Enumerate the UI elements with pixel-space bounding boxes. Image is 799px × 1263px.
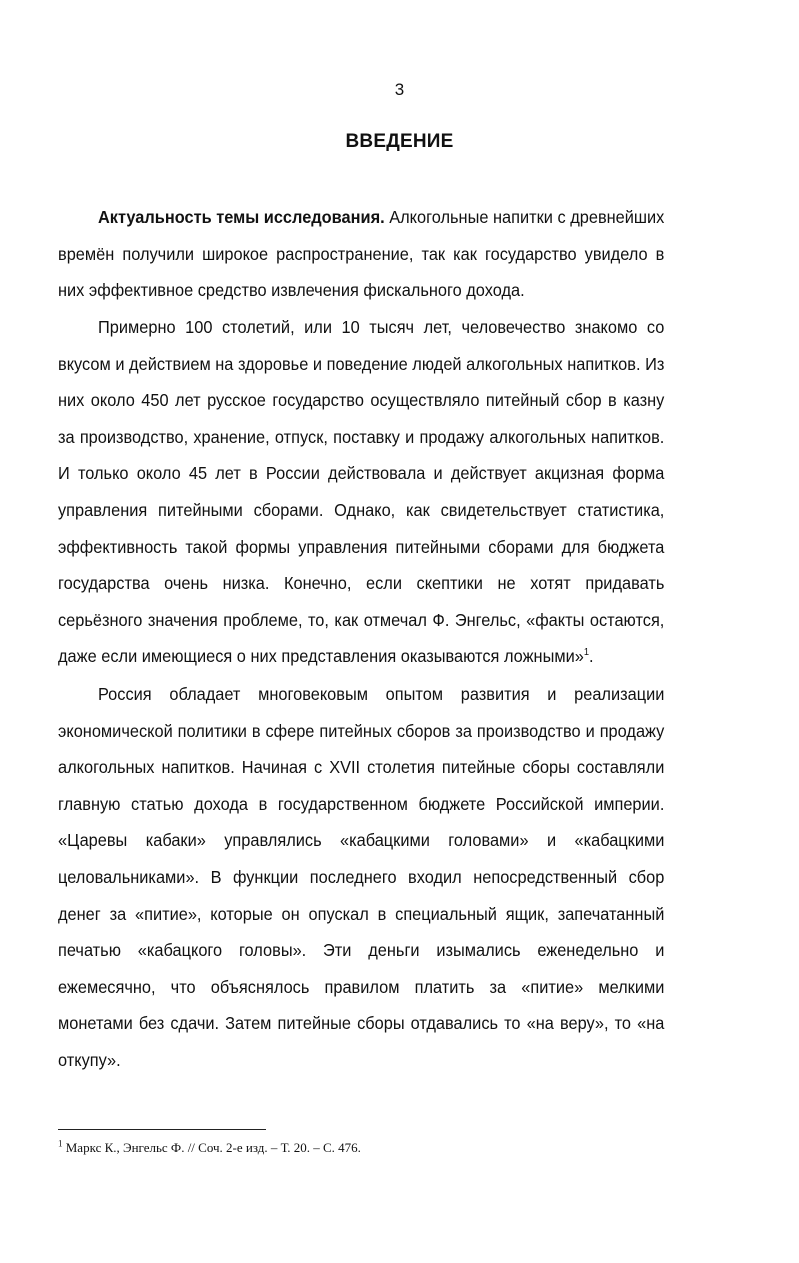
paragraph-text: Алкогольные напитки с древнейших времён получили широкое распространение, так как государство увидело в них эффективное средство извлечения фискального дохода.: [58, 207, 665, 301]
paragraph-3: [58, 676, 664, 1079]
footnote: [58, 1140, 361, 1156]
footnote-text: Маркс К., Энгельс Ф. // Соч. 2-е изд. – Т. 20. – С. 476.: [62, 1140, 361, 1155]
footnote-reference: 1: [583, 647, 590, 659]
paragraph-text: Россия обладает многовековым опытом развития и реализации экономической политики в сфере питейных сборов за производство и продажу алкогольных напитков. Начиная с XVII столетия питейные сборы составляли главную статью дохода в государственном бюджете Российской империи. «Царевы кабаки» управлялись «кабацкими головами» и «кабацкими целовальниками». В функции последнего входил непосредственный сбор денег за «питие», которые он опускал в специальный ящик, запечатанный печатью «кабацкого головы». Эти деньги изымались еженедельно и ежемесячно, что объяснялось правилом платить за «питие» мелкими монетами без сдачи. Затем питейные сборы отдавались то «на веру», то «на откупу».: [58, 684, 665, 1070]
paragraph-text: Примерно 100 столетий, или 10 тысяч лет, человечество знакомо со вкусом и действием на здоровье и поведение людей алкогольных напитков. Из них около 450 лет русское государство осуществляло питейный сбор в казну за производство, хранение, отпуск, поставку и продажу алкогольных напитков. И только около 45 лет в России действовала и действует акцизная форма управления питейными сборами. Однако, как свидетельствует статистика, эффективность такой формы управления питейными сборами для бюджета государства очень низка. Конечно, если скептики не хотят придавать серьёзного значения проблеме, то, как отмечал Ф. Энгельс, «факты остаются, даже если имеющиеся о них представления оказываются ложными»: [58, 317, 665, 667]
paragraph-tail: .: [589, 646, 594, 667]
page-title: ВВЕДЕНИЕ: [345, 131, 454, 152]
paragraph-lead: Актуальность темы исследования.: [97, 207, 385, 227]
page-number: 3: [394, 80, 405, 99]
paragraph-1: [58, 199, 664, 309]
footnote-marker: 1: [58, 1138, 63, 1149]
footnote-divider: [58, 1129, 266, 1130]
paragraph-2: [58, 309, 664, 675]
